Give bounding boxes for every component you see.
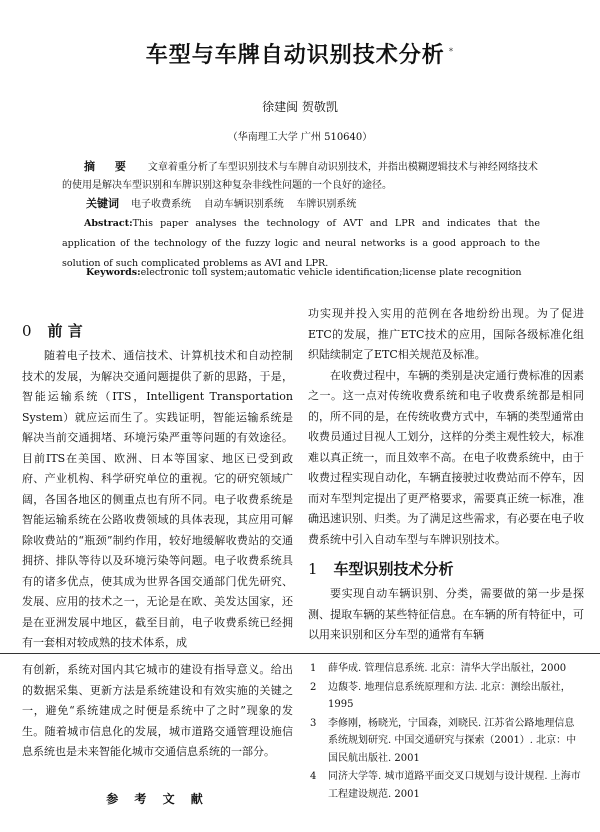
footer-text [22,660,293,763]
title-text: 车型与车牌自动识别技术分析 [145,43,445,68]
page-divider [0,653,600,654]
section-1-paragraph-1: 要实现自动车辆识别、分类，需要做的第一步是探测、提取车辆的某些特征信息。在车辆的所有特征中，可以用来识别和区分车型的通常有车辆 [308,587,584,641]
section-1-heading [308,554,584,584]
abstract-cn [62,158,540,195]
keywords-en [86,267,556,278]
references-list [304,660,584,804]
keywords-cn [86,195,546,211]
reference-item [304,715,584,768]
section-1-number: 1 [308,560,318,578]
section-0-paragraph-1: 随着电子技术、通信技术、计算机技术和自动控制技术的发展，为解决交通问题提供了新的思路，于是，智能运输系统（ITS，Intelligent Transportation System）就应运而生了。实践证明，智能运输系统是解决当前交通拥堵、环境污染严重等问题的有效途径。目前ITS在美国、欧洲、日本等国家、地区已受到政府、产业机构、科学研究单位的重视。它的研究领域广阔，各国各地区的侧重点也有所不同。电子收费系统是智能运输系统在公路收费领域的具体表现，其应用可解除收费站的“瓶颈”制约作用，较好地缓解收费站的交通拥挤、排队等待以及环境污染等问题。电子收费系统具有的诸多优点，使其成为世界各国交通部门优先研究、发展、应用的技术之一，无论是在欧、美发达国家，还是在亚洲发展中地区，截至目前，电子收费系统已经拥有一套相对较成熟的技术体系，成 [22,349,293,649]
references-heading: 参 考 文 献 [106,792,209,806]
reference-item [304,679,584,714]
section-0-number: 0 [22,322,32,340]
paper-title [0,38,600,69]
section-0-paragraph-2: 在收费过程中，车辆的类别是决定通行费标准的因素之一。这一点对传统收费系统和电子收费系统都是相同的，所不同的是，在传统收费方式中，车辆的类型通常由收费员通过目视人工划分，这样的分类主观性较大，标准难以真正统一，而且效率不高。在电子收费系统中，由于收费过程实现自动化，车辆直接驶过收费站而不停车，因而对车型判定提出了更严格要求，需要真正统一标准，准确迅速识别、归类。为了满足这些需求，有必要在电子收费系统中引入自动车型与车牌识别技术。 [308,368,584,546]
abstract-cn-text: 文章着重分析了车型识别技术与车牌自动识别技术，并指出模糊逻辑技术与神经网络技术的使用是解决车型识别和车牌识别这种复杂非线性问题的一个良好的途径。 [62,162,538,191]
keywords-en-label: Keywords: [86,267,141,278]
authors: 徐建闽 贺敬凯 [262,100,338,114]
affiliation: （华南理工大学 广州 510640） [227,132,373,143]
section-0-paragraph-1-continued: 功实现并投入实用的范例在各地纷纷出现。为了促进ETC的发展，推广ETC技术的应用，国际各级标准化组织陆续制定了ETC相关规范及标准。 [308,307,584,361]
footer-paragraph: 有创新，系统对国内其它城市的建设有指导意义。给出的数据采集、更新方法是系统建设和有效实施的关键之一，避免“系统建成之时便是系统中了之时”现象的发生。随着城市信息化的发展，城市道路交通管理设施信息系统也是未来智能化城市交通信息系统的一部分。 [22,663,293,758]
section-0-heading [22,316,293,346]
reference-number: 2 [310,681,317,693]
reference-text: 李修刚，杨晓光，宁国森，刘晓民. 江苏省公路地理信息系统规划研究. 中国交通研究与探索（2001）. 北京：中国民航出版社. 2001 [328,717,577,764]
reference-number: 1 [310,663,317,674]
section-1-title: 车型识别技术分析 [333,560,454,578]
reference-text: 边馥苓. 地理信息系统原理和方法. 北京：测绘出版社，1995 [328,681,571,710]
abstract-en-text: This paper analyses the technology of AVT and LPR and indicates that the application of the technology of the fuzzy logic and neural networks is a good approach to the solution of such complicated problems as AVI and LPR. [62,218,540,269]
reference-number: 4 [310,771,317,782]
reference-number: 3 [310,717,317,729]
abstract-cn-label: 摘 要 [84,160,134,173]
keywords-cn-label: 关键词 [86,197,119,210]
title-footnote-mark: * [448,46,455,57]
column-left [22,316,293,654]
reference-item [304,660,584,678]
reference-item [304,768,584,803]
reference-text: 薛华成. 管理信息系统. 北京：清华大学出版社，2000 [328,663,567,674]
column-right [308,304,584,646]
abstract-en [62,214,540,274]
section-0-title: 前 言 [47,322,83,340]
keywords-en-text: electronic toll system;automatic vehicle identification;license plate recognition [140,267,522,278]
reference-text: 同济大学等. 城市道路平面交叉口规划与设计规程. 上海市工程建设规范. 2001 [328,771,581,800]
abstract-en-label: Abstract: [84,218,133,229]
keywords-cn-text: 电子收费系统 自动车辆识别系统 车牌识别系统 [131,199,357,210]
